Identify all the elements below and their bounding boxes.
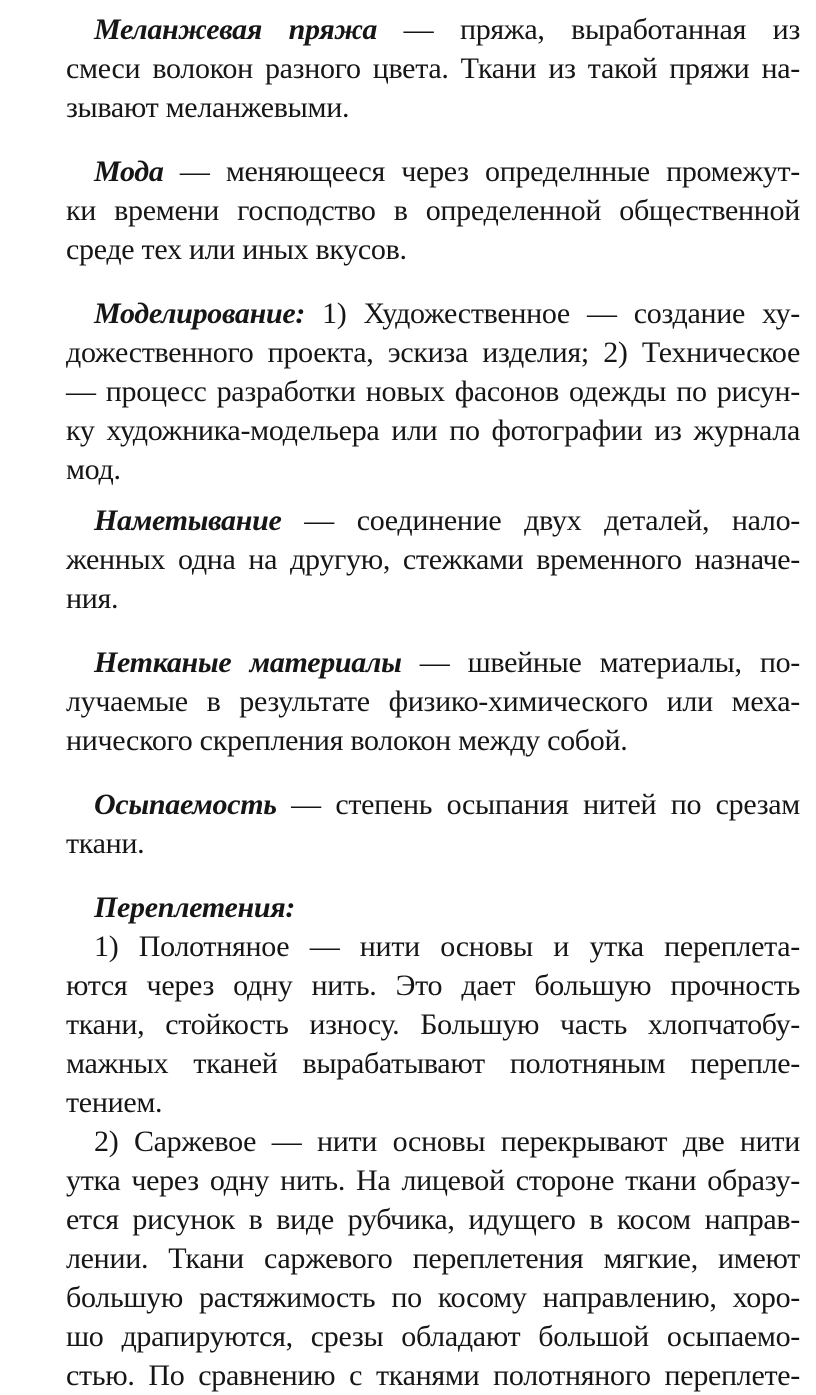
glossary-term: Моделирование: — [94, 297, 306, 330]
glossary-term: Переплетения: — [94, 891, 296, 924]
glossary-entry-melange-yarn — [66, 10, 800, 127]
text-line: ткани, стойкость износу. Большую часть хлопчатобу- — [66, 1008, 800, 1041]
glossary-term: Мода — [94, 155, 164, 188]
document-page — [66, 10, 800, 1395]
text-line: 2) Саржевое — нити основы перекрывают две нити — [94, 1125, 800, 1158]
text-line: мажных тканей вырабатывают полотняным перепле- — [66, 1047, 800, 1080]
glossary-entry-modeling — [66, 294, 800, 489]
definition-text: — швейные материалы, по- — [401, 646, 800, 679]
text-line: мод. — [66, 453, 121, 486]
text-line: зывают меланжевыми. — [66, 91, 350, 124]
glossary-term: Меланжевая пряжа — [94, 13, 378, 46]
text-line: тением. — [66, 1086, 163, 1119]
glossary-term: Нетканые материалы — [94, 646, 402, 679]
glossary-entry-nonwoven — [66, 643, 800, 760]
definition-text: 1) Художественное — создание ху- — [305, 297, 800, 330]
text-line — [66, 501, 800, 540]
weave-twill — [66, 1122, 800, 1395]
glossary-entry-fashion — [66, 152, 800, 269]
text-line — [66, 152, 800, 191]
text-line: ния. — [66, 582, 119, 615]
definition-text: — меняющееся через определнные промежут- — [163, 155, 800, 188]
text-line: ку художника-модельера или по фотографии из журнала — [66, 414, 800, 447]
text-line — [66, 294, 800, 333]
text-line: дожественного проекта, эскиза изделия; 2) Техническое — [66, 336, 800, 369]
text-line: среде тех или иных вкусов. — [66, 233, 407, 266]
weave-plain — [66, 927, 800, 1122]
glossary-term: Наметывание — [94, 504, 282, 537]
text-line: ткани. — [66, 827, 145, 860]
text-line: шо драпируются, срезы обладают большой осыпаемо- — [66, 1320, 800, 1353]
definition-text: — степень осыпания нитей по срезам — [276, 788, 800, 821]
definition-text: — пряжа, выработанная из — [377, 13, 800, 46]
glossary-entry-weaves — [66, 888, 800, 927]
text-line: смеси волокон разного цвета. Ткани из такой пряжи на- — [66, 52, 800, 85]
text-line: ется рисунок в виде рубчика, идущего в косом направ- — [66, 1203, 800, 1236]
text-line — [66, 785, 800, 824]
glossary-entry-basting — [66, 501, 800, 618]
text-line: стью. По сравнению с тканями полотняного переплете- — [66, 1359, 800, 1392]
glossary-term: Осыпаемость — [94, 788, 277, 821]
text-line: ки времени господство в определенной общественной — [66, 194, 800, 227]
text-line: утка через одну нить. На лицевой стороне ткани образу- — [66, 1164, 800, 1197]
text-line — [66, 888, 800, 927]
text-line: нического скрепления волокон между собой. — [66, 724, 628, 757]
text-line — [66, 10, 800, 49]
definition-text: — соединение двух деталей, нало- — [281, 504, 800, 537]
text-line: женных одна на другую, стежками временного назначе- — [66, 543, 800, 576]
text-line — [66, 643, 800, 682]
text-line: ются через одну нить. Это дает большую прочность — [66, 969, 800, 1002]
glossary-entry-fraying — [66, 785, 800, 863]
text-line: 1) Полотняное — нити основы и утка переплета- — [94, 930, 800, 963]
text-line: лении. Ткани саржевого переплетения мягкие, имеют — [66, 1242, 800, 1275]
text-line: — процесс разработки новых фасонов одежды по рисун- — [66, 375, 800, 408]
text-line: большую растяжимость по косому направлению, хоро- — [66, 1281, 800, 1314]
text-line: лучаемые в результате физико-химического или меха- — [66, 685, 800, 718]
